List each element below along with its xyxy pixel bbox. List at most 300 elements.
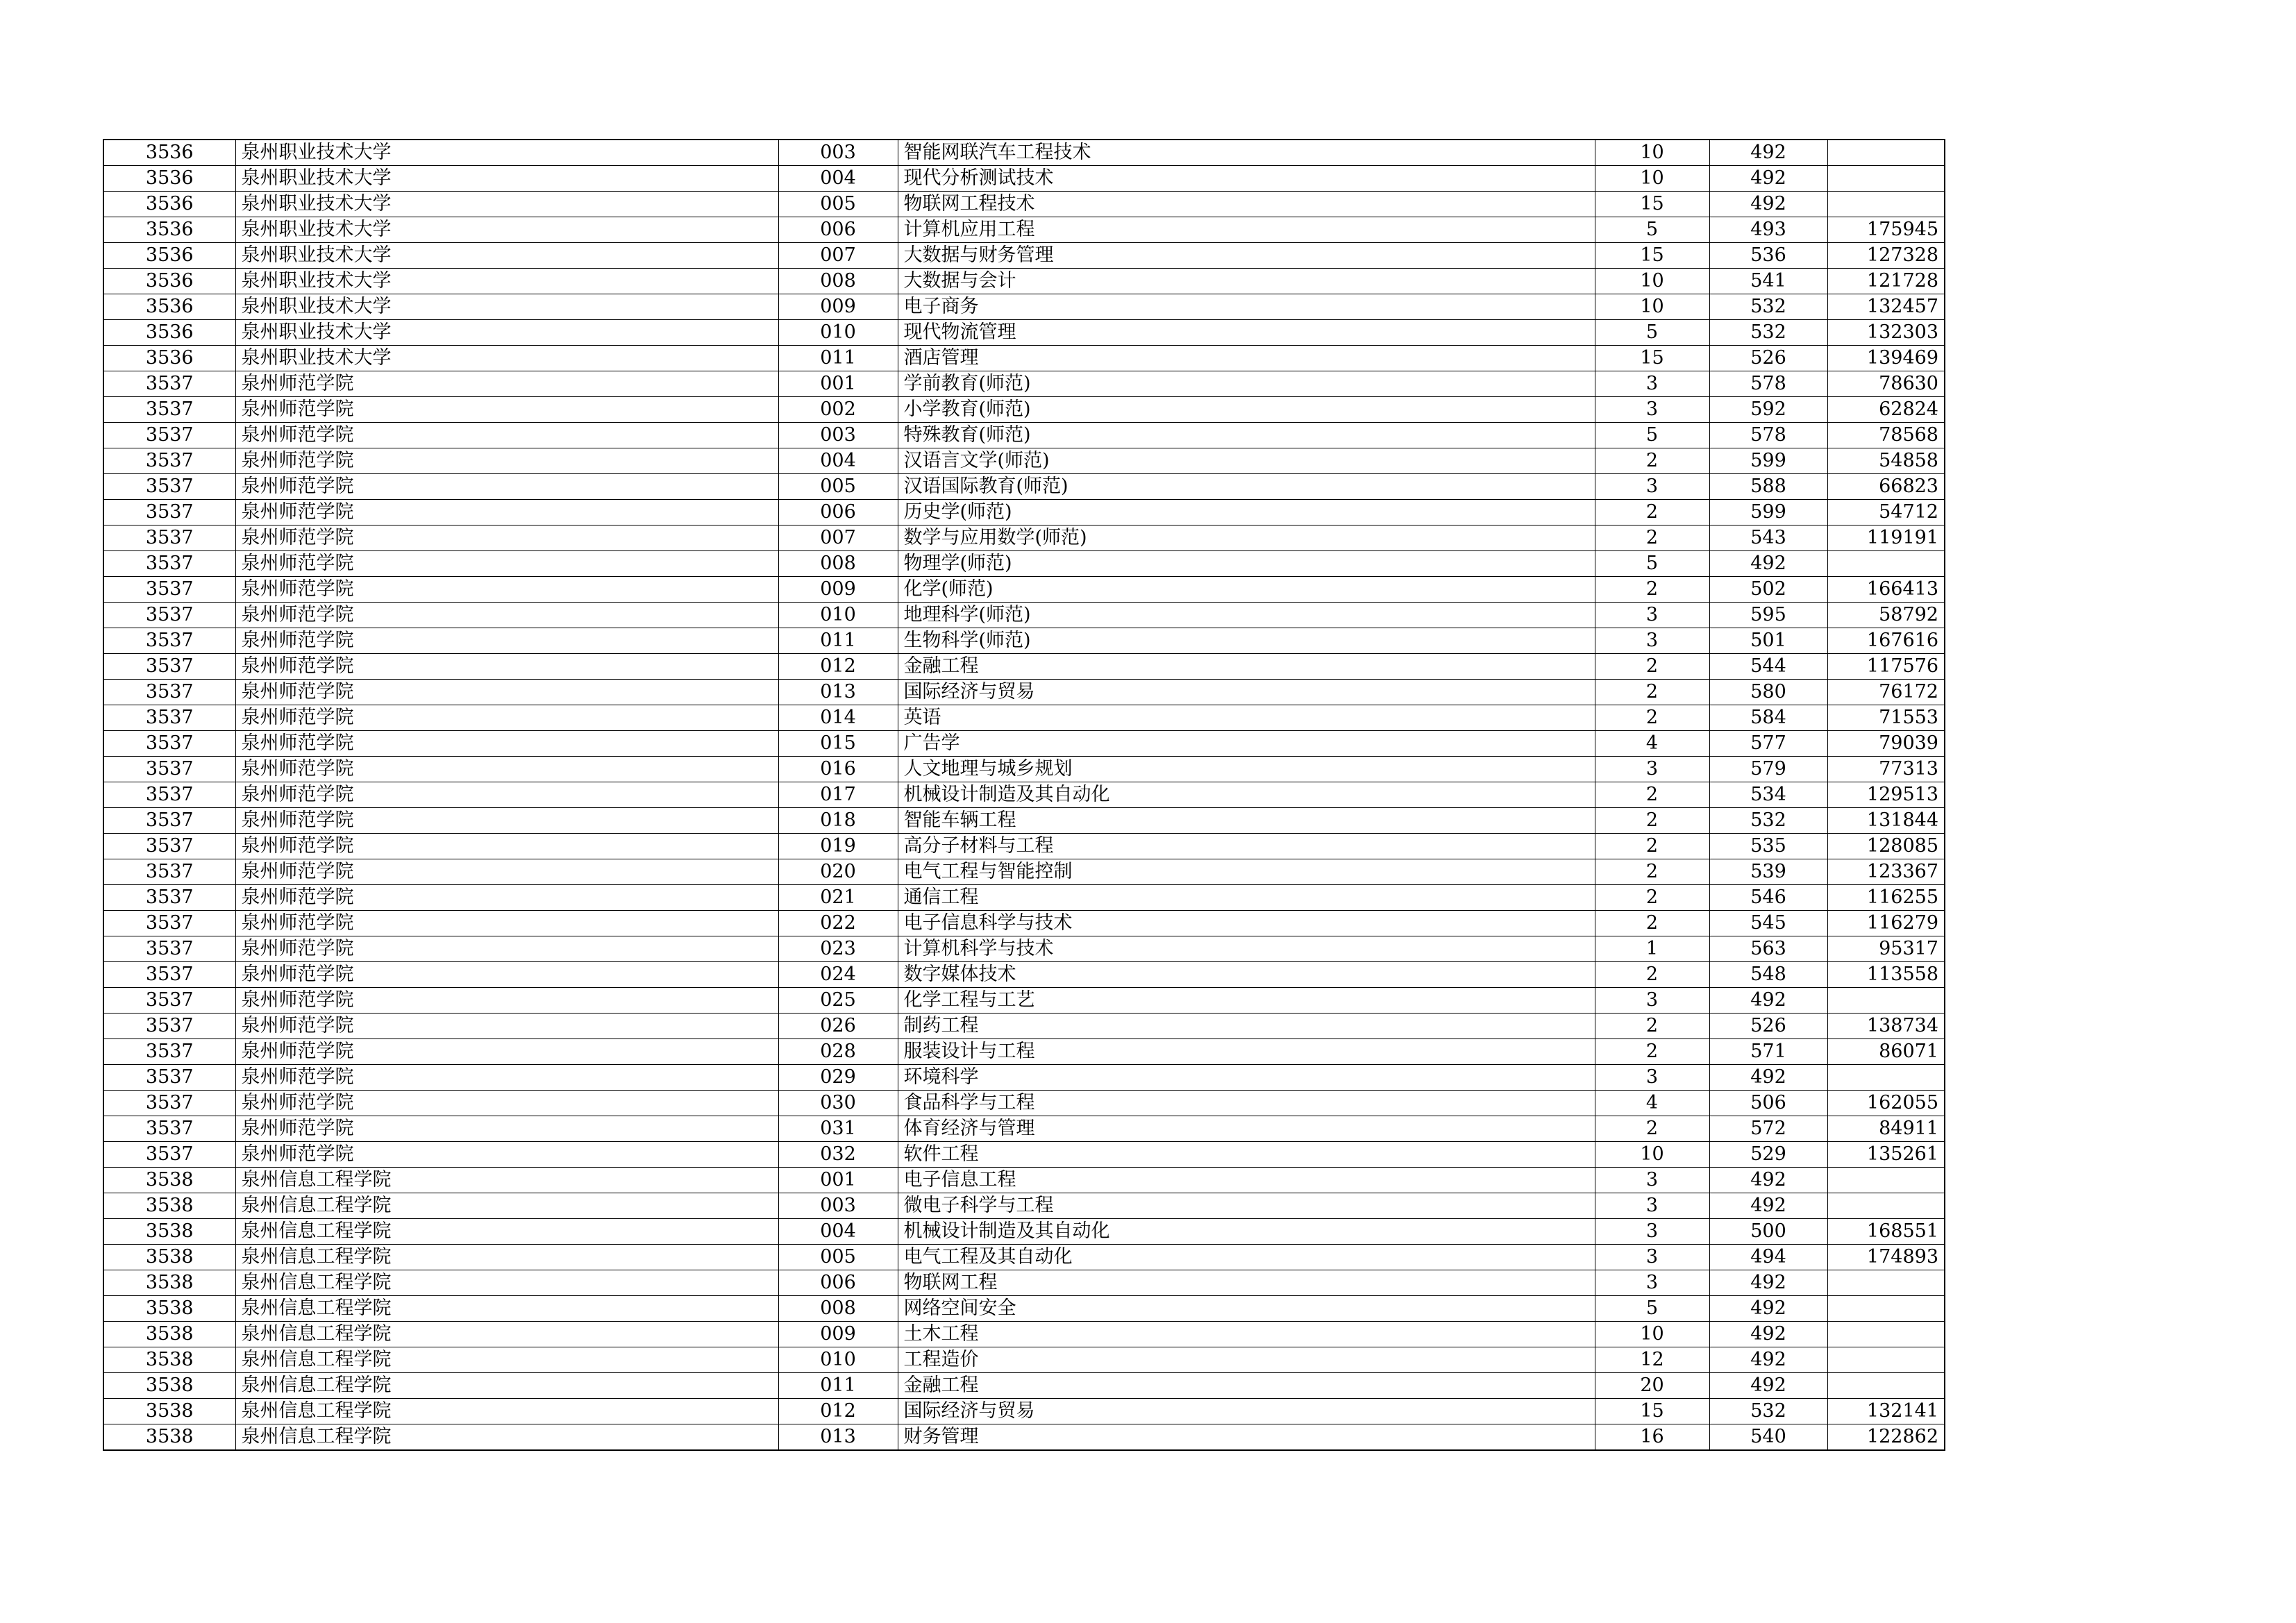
school-name-cell: 泉州信息工程学院 <box>235 1245 778 1270</box>
min-rank-cell: 175945 <box>1827 217 1945 243</box>
school-name-cell: 泉州师范学院 <box>235 705 778 731</box>
school-name-cell: 泉州师范学院 <box>235 885 778 911</box>
min-rank-cell: 77313 <box>1827 757 1945 782</box>
major-code-cell: 004 <box>778 1219 898 1245</box>
min-score-cell: 529 <box>1709 1142 1827 1168</box>
school-name-cell: 泉州信息工程学院 <box>235 1168 778 1193</box>
min-rank-cell: 174893 <box>1827 1245 1945 1270</box>
school-name-cell: 泉州师范学院 <box>235 500 778 525</box>
min-score-cell: 541 <box>1709 269 1827 294</box>
plan-count-cell: 2 <box>1595 834 1709 859</box>
min-score-cell: 534 <box>1709 782 1827 808</box>
major-code-cell: 024 <box>778 962 898 988</box>
min-rank-cell <box>1827 1322 1945 1347</box>
min-rank-cell: 78568 <box>1827 423 1945 448</box>
min-score-cell: 492 <box>1709 1373 1827 1399</box>
school-name-cell: 泉州师范学院 <box>235 397 778 423</box>
major-code-cell: 008 <box>778 551 898 577</box>
school-name-cell: 泉州师范学院 <box>235 654 778 680</box>
min-rank-cell <box>1827 192 1945 217</box>
table-row <box>103 1168 1945 1193</box>
school-code-cell: 3537 <box>103 962 235 988</box>
school-code-cell: 3538 <box>103 1296 235 1322</box>
major-code-cell: 010 <box>778 603 898 628</box>
school-code-cell: 3537 <box>103 885 235 911</box>
table-row <box>103 654 1945 680</box>
min-score-cell: 578 <box>1709 371 1827 397</box>
major-name-cell: 现代物流管理 <box>898 320 1595 346</box>
table-row <box>103 988 1945 1014</box>
major-code-cell: 005 <box>778 1245 898 1270</box>
table-row <box>103 525 1945 551</box>
min-rank-cell: 54858 <box>1827 448 1945 474</box>
plan-count-cell: 3 <box>1595 397 1709 423</box>
school-code-cell: 3537 <box>103 911 235 936</box>
school-code-cell: 3536 <box>103 346 235 371</box>
table-body <box>103 140 1945 1450</box>
plan-count-cell: 1 <box>1595 936 1709 962</box>
min-score-cell: 492 <box>1709 1322 1827 1347</box>
plan-count-cell: 2 <box>1595 1039 1709 1065</box>
school-name-cell: 泉州师范学院 <box>235 782 778 808</box>
school-name-cell: 泉州师范学院 <box>235 936 778 962</box>
table-row <box>103 1014 1945 1039</box>
major-code-cell: 006 <box>778 217 898 243</box>
school-name-cell: 泉州师范学院 <box>235 448 778 474</box>
min-rank-cell: 95317 <box>1827 936 1945 962</box>
table-row <box>103 1245 1945 1270</box>
min-score-cell: 492 <box>1709 1296 1827 1322</box>
major-name-cell: 电子信息工程 <box>898 1168 1595 1193</box>
major-name-cell: 小学教育(师范) <box>898 397 1595 423</box>
table-row <box>103 1296 1945 1322</box>
plan-count-cell: 4 <box>1595 731 1709 757</box>
school-code-cell: 3537 <box>103 654 235 680</box>
min-rank-cell <box>1827 166 1945 192</box>
min-rank-cell: 123367 <box>1827 859 1945 885</box>
major-name-cell: 电气工程与智能控制 <box>898 859 1595 885</box>
table-row <box>103 962 1945 988</box>
school-code-cell: 3537 <box>103 936 235 962</box>
major-name-cell: 智能车辆工程 <box>898 808 1595 834</box>
table-row <box>103 885 1945 911</box>
min-score-cell: 506 <box>1709 1091 1827 1116</box>
school-code-cell: 3538 <box>103 1219 235 1245</box>
school-code-cell: 3538 <box>103 1322 235 1347</box>
school-name-cell: 泉州师范学院 <box>235 680 778 705</box>
major-name-cell: 学前教育(师范) <box>898 371 1595 397</box>
major-code-cell: 014 <box>778 705 898 731</box>
major-name-cell: 通信工程 <box>898 885 1595 911</box>
plan-count-cell: 2 <box>1595 859 1709 885</box>
table-row <box>103 1347 1945 1373</box>
major-code-cell: 022 <box>778 911 898 936</box>
min-score-cell: 500 <box>1709 1219 1827 1245</box>
school-code-cell: 3536 <box>103 294 235 320</box>
major-name-cell: 英语 <box>898 705 1595 731</box>
school-code-cell: 3537 <box>103 757 235 782</box>
plan-count-cell: 3 <box>1595 1065 1709 1091</box>
plan-count-cell: 3 <box>1595 1270 1709 1296</box>
table-row <box>103 474 1945 500</box>
major-name-cell: 制药工程 <box>898 1014 1595 1039</box>
plan-count-cell: 2 <box>1595 962 1709 988</box>
plan-count-cell: 5 <box>1595 423 1709 448</box>
min-rank-cell: 71553 <box>1827 705 1945 731</box>
table-row <box>103 1065 1945 1091</box>
major-code-cell: 003 <box>778 1193 898 1219</box>
min-rank-cell: 117576 <box>1827 654 1945 680</box>
major-code-cell: 011 <box>778 1373 898 1399</box>
min-rank-cell: 79039 <box>1827 731 1945 757</box>
min-rank-cell: 167616 <box>1827 628 1945 654</box>
table-row <box>103 731 1945 757</box>
table-row <box>103 1091 1945 1116</box>
table-row <box>103 680 1945 705</box>
major-code-cell: 003 <box>778 140 898 166</box>
major-name-cell: 体育经济与管理 <box>898 1116 1595 1142</box>
school-name-cell: 泉州职业技术大学 <box>235 166 778 192</box>
major-name-cell: 微电子科学与工程 <box>898 1193 1595 1219</box>
table-row <box>103 936 1945 962</box>
school-name-cell: 泉州师范学院 <box>235 1039 778 1065</box>
school-code-cell: 3538 <box>103 1373 235 1399</box>
school-name-cell: 泉州职业技术大学 <box>235 140 778 166</box>
school-code-cell: 3536 <box>103 140 235 166</box>
school-name-cell: 泉州信息工程学院 <box>235 1373 778 1399</box>
school-name-cell: 泉州师范学院 <box>235 1091 778 1116</box>
min-rank-cell: 138734 <box>1827 1014 1945 1039</box>
major-name-cell: 人文地理与城乡规划 <box>898 757 1595 782</box>
school-name-cell: 泉州师范学院 <box>235 371 778 397</box>
major-code-cell: 029 <box>778 1065 898 1091</box>
table-row <box>103 577 1945 603</box>
school-code-cell: 3537 <box>103 1014 235 1039</box>
table-row <box>103 140 1945 166</box>
min-rank-cell: 139469 <box>1827 346 1945 371</box>
school-code-cell: 3537 <box>103 1142 235 1168</box>
plan-count-cell: 20 <box>1595 1373 1709 1399</box>
major-code-cell: 023 <box>778 936 898 962</box>
min-score-cell: 545 <box>1709 911 1827 936</box>
min-score-cell: 544 <box>1709 654 1827 680</box>
school-name-cell: 泉州信息工程学院 <box>235 1347 778 1373</box>
major-code-cell: 019 <box>778 834 898 859</box>
min-rank-cell <box>1827 988 1945 1014</box>
major-code-cell: 005 <box>778 192 898 217</box>
plan-count-cell: 2 <box>1595 500 1709 525</box>
min-score-cell: 532 <box>1709 320 1827 346</box>
table-row <box>103 217 1945 243</box>
school-code-cell: 3537 <box>103 628 235 654</box>
table-row <box>103 423 1945 448</box>
school-code-cell: 3538 <box>103 1193 235 1219</box>
school-code-cell: 3537 <box>103 397 235 423</box>
table-row <box>103 1142 1945 1168</box>
school-name-cell: 泉州信息工程学院 <box>235 1424 778 1451</box>
major-code-cell: 007 <box>778 525 898 551</box>
table-row <box>103 1373 1945 1399</box>
plan-count-cell: 5 <box>1595 1296 1709 1322</box>
min-score-cell: 535 <box>1709 834 1827 859</box>
major-name-cell: 财务管理 <box>898 1424 1595 1451</box>
min-rank-cell: 131844 <box>1827 808 1945 834</box>
major-name-cell: 服装设计与工程 <box>898 1039 1595 1065</box>
min-rank-cell <box>1827 1168 1945 1193</box>
major-code-cell: 020 <box>778 859 898 885</box>
major-name-cell: 数字媒体技术 <box>898 962 1595 988</box>
min-rank-cell <box>1827 1193 1945 1219</box>
school-name-cell: 泉州师范学院 <box>235 577 778 603</box>
major-code-cell: 025 <box>778 988 898 1014</box>
plan-count-cell: 3 <box>1595 628 1709 654</box>
min-rank-cell <box>1827 1065 1945 1091</box>
school-code-cell: 3538 <box>103 1168 235 1193</box>
school-code-cell: 3537 <box>103 448 235 474</box>
school-code-cell: 3536 <box>103 269 235 294</box>
major-name-cell: 汉语言文学(师范) <box>898 448 1595 474</box>
major-code-cell: 008 <box>778 269 898 294</box>
major-name-cell: 化学工程与工艺 <box>898 988 1595 1014</box>
table-row <box>103 1424 1945 1451</box>
school-code-cell: 3538 <box>103 1245 235 1270</box>
school-name-cell: 泉州师范学院 <box>235 423 778 448</box>
major-name-cell: 物联网工程 <box>898 1270 1595 1296</box>
min-rank-cell: 132303 <box>1827 320 1945 346</box>
plan-count-cell: 10 <box>1595 294 1709 320</box>
major-name-cell: 高分子材料与工程 <box>898 834 1595 859</box>
min-rank-cell: 76172 <box>1827 680 1945 705</box>
table-row <box>103 192 1945 217</box>
major-code-cell: 018 <box>778 808 898 834</box>
min-rank-cell: 116255 <box>1827 885 1945 911</box>
table-row <box>103 628 1945 654</box>
plan-count-cell: 2 <box>1595 525 1709 551</box>
table-row <box>103 551 1945 577</box>
major-code-cell: 028 <box>778 1039 898 1065</box>
major-code-cell: 001 <box>778 1168 898 1193</box>
min-rank-cell: 129513 <box>1827 782 1945 808</box>
min-score-cell: 599 <box>1709 448 1827 474</box>
major-name-cell: 生物科学(师范) <box>898 628 1595 654</box>
major-code-cell: 010 <box>778 320 898 346</box>
major-name-cell: 计算机科学与技术 <box>898 936 1595 962</box>
major-name-cell: 现代分析测试技术 <box>898 166 1595 192</box>
school-name-cell: 泉州师范学院 <box>235 1116 778 1142</box>
table-row <box>103 1039 1945 1065</box>
major-code-cell: 011 <box>778 628 898 654</box>
table-row <box>103 1270 1945 1296</box>
min-rank-cell: 113558 <box>1827 962 1945 988</box>
table-row <box>103 269 1945 294</box>
major-name-cell: 土木工程 <box>898 1322 1595 1347</box>
table-row <box>103 834 1945 859</box>
plan-count-cell: 15 <box>1595 192 1709 217</box>
school-name-cell: 泉州师范学院 <box>235 731 778 757</box>
school-name-cell: 泉州师范学院 <box>235 1014 778 1039</box>
plan-count-cell: 3 <box>1595 371 1709 397</box>
min-rank-cell <box>1827 1270 1945 1296</box>
table-row <box>103 808 1945 834</box>
min-rank-cell: 86071 <box>1827 1039 1945 1065</box>
major-code-cell: 012 <box>778 654 898 680</box>
major-name-cell: 智能网联汽车工程技术 <box>898 140 1595 166</box>
school-name-cell: 泉州职业技术大学 <box>235 192 778 217</box>
major-name-cell: 物联网工程技术 <box>898 192 1595 217</box>
school-code-cell: 3537 <box>103 474 235 500</box>
major-name-cell: 环境科学 <box>898 1065 1595 1091</box>
school-name-cell: 泉州职业技术大学 <box>235 346 778 371</box>
plan-count-cell: 3 <box>1595 988 1709 1014</box>
school-code-cell: 3537 <box>103 577 235 603</box>
major-name-cell: 物理学(师范) <box>898 551 1595 577</box>
plan-count-cell: 2 <box>1595 654 1709 680</box>
min-score-cell: 543 <box>1709 525 1827 551</box>
school-code-cell: 3537 <box>103 705 235 731</box>
table-row <box>103 705 1945 731</box>
major-code-cell: 008 <box>778 1296 898 1322</box>
min-score-cell: 548 <box>1709 962 1827 988</box>
min-score-cell: 526 <box>1709 1014 1827 1039</box>
plan-count-cell: 2 <box>1595 705 1709 731</box>
school-code-cell: 3536 <box>103 192 235 217</box>
min-score-cell: 526 <box>1709 346 1827 371</box>
table-row <box>103 397 1945 423</box>
table-row <box>103 448 1945 474</box>
school-code-cell: 3537 <box>103 680 235 705</box>
major-name-cell: 历史学(师范) <box>898 500 1595 525</box>
plan-count-cell: 10 <box>1595 1142 1709 1168</box>
table-row <box>103 603 1945 628</box>
major-name-cell: 金融工程 <box>898 1373 1595 1399</box>
min-score-cell: 492 <box>1709 1168 1827 1193</box>
school-name-cell: 泉州信息工程学院 <box>235 1296 778 1322</box>
plan-count-cell: 10 <box>1595 269 1709 294</box>
table-row <box>103 371 1945 397</box>
min-score-cell: 579 <box>1709 757 1827 782</box>
school-code-cell: 3537 <box>103 782 235 808</box>
min-score-cell: 492 <box>1709 1347 1827 1373</box>
min-score-cell: 493 <box>1709 217 1827 243</box>
school-name-cell: 泉州师范学院 <box>235 962 778 988</box>
school-code-cell: 3536 <box>103 217 235 243</box>
school-name-cell: 泉州职业技术大学 <box>235 269 778 294</box>
plan-count-cell: 2 <box>1595 808 1709 834</box>
min-score-cell: 532 <box>1709 1399 1827 1424</box>
school-code-cell: 3537 <box>103 859 235 885</box>
major-name-cell: 地理科学(师范) <box>898 603 1595 628</box>
min-score-cell: 588 <box>1709 474 1827 500</box>
min-rank-cell <box>1827 1347 1945 1373</box>
min-score-cell: 546 <box>1709 885 1827 911</box>
plan-count-cell: 3 <box>1595 1168 1709 1193</box>
major-code-cell: 006 <box>778 500 898 525</box>
major-name-cell: 国际经济与贸易 <box>898 1399 1595 1424</box>
min-rank-cell <box>1827 1296 1945 1322</box>
plan-count-cell: 2 <box>1595 680 1709 705</box>
major-code-cell: 009 <box>778 294 898 320</box>
plan-count-cell: 15 <box>1595 1399 1709 1424</box>
school-name-cell: 泉州师范学院 <box>235 603 778 628</box>
table-row <box>103 1399 1945 1424</box>
school-name-cell: 泉州师范学院 <box>235 551 778 577</box>
min-score-cell: 540 <box>1709 1424 1827 1451</box>
school-code-cell: 3538 <box>103 1399 235 1424</box>
plan-count-cell: 2 <box>1595 782 1709 808</box>
school-code-cell: 3537 <box>103 603 235 628</box>
major-code-cell: 007 <box>778 243 898 269</box>
min-rank-cell: 66823 <box>1827 474 1945 500</box>
min-score-cell: 532 <box>1709 294 1827 320</box>
major-name-cell: 数学与应用数学(师范) <box>898 525 1595 551</box>
plan-count-cell: 2 <box>1595 885 1709 911</box>
plan-count-cell: 10 <box>1595 166 1709 192</box>
school-name-cell: 泉州师范学院 <box>235 757 778 782</box>
table-row <box>103 859 1945 885</box>
plan-count-cell: 3 <box>1595 1219 1709 1245</box>
min-rank-cell: 119191 <box>1827 525 1945 551</box>
major-name-cell: 电子信息科学与技术 <box>898 911 1595 936</box>
plan-count-cell: 5 <box>1595 551 1709 577</box>
school-name-cell: 泉州师范学院 <box>235 1065 778 1091</box>
table-row <box>103 346 1945 371</box>
min-rank-cell: 121728 <box>1827 269 1945 294</box>
min-rank-cell <box>1827 1373 1945 1399</box>
plan-count-cell: 3 <box>1595 474 1709 500</box>
min-rank-cell <box>1827 551 1945 577</box>
min-rank-cell: 168551 <box>1827 1219 1945 1245</box>
school-name-cell: 泉州信息工程学院 <box>235 1322 778 1347</box>
min-score-cell: 539 <box>1709 859 1827 885</box>
major-name-cell: 软件工程 <box>898 1142 1595 1168</box>
min-score-cell: 599 <box>1709 500 1827 525</box>
plan-count-cell: 2 <box>1595 1014 1709 1039</box>
school-name-cell: 泉州信息工程学院 <box>235 1219 778 1245</box>
admission-table <box>103 139 1945 1451</box>
plan-count-cell: 5 <box>1595 320 1709 346</box>
school-code-cell: 3537 <box>103 551 235 577</box>
plan-count-cell: 4 <box>1595 1091 1709 1116</box>
min-score-cell: 492 <box>1709 988 1827 1014</box>
min-score-cell: 502 <box>1709 577 1827 603</box>
school-code-cell: 3536 <box>103 243 235 269</box>
major-name-cell: 特殊教育(师范) <box>898 423 1595 448</box>
major-code-cell: 021 <box>778 885 898 911</box>
plan-count-cell: 3 <box>1595 1245 1709 1270</box>
table-row <box>103 243 1945 269</box>
major-code-cell: 010 <box>778 1347 898 1373</box>
major-name-cell: 广告学 <box>898 731 1595 757</box>
major-code-cell: 030 <box>778 1091 898 1116</box>
school-name-cell: 泉州师范学院 <box>235 628 778 654</box>
major-code-cell: 009 <box>778 1322 898 1347</box>
major-code-cell: 002 <box>778 397 898 423</box>
table-row <box>103 757 1945 782</box>
major-name-cell: 计算机应用工程 <box>898 217 1595 243</box>
school-name-cell: 泉州师范学院 <box>235 911 778 936</box>
min-score-cell: 563 <box>1709 936 1827 962</box>
major-code-cell: 032 <box>778 1142 898 1168</box>
plan-count-cell: 3 <box>1595 603 1709 628</box>
school-name-cell: 泉州职业技术大学 <box>235 217 778 243</box>
min-rank-cell <box>1827 140 1945 166</box>
min-score-cell: 592 <box>1709 397 1827 423</box>
min-rank-cell: 162055 <box>1827 1091 1945 1116</box>
major-name-cell: 化学(师范) <box>898 577 1595 603</box>
school-code-cell: 3537 <box>103 1039 235 1065</box>
min-rank-cell: 166413 <box>1827 577 1945 603</box>
school-name-cell: 泉州职业技术大学 <box>235 320 778 346</box>
